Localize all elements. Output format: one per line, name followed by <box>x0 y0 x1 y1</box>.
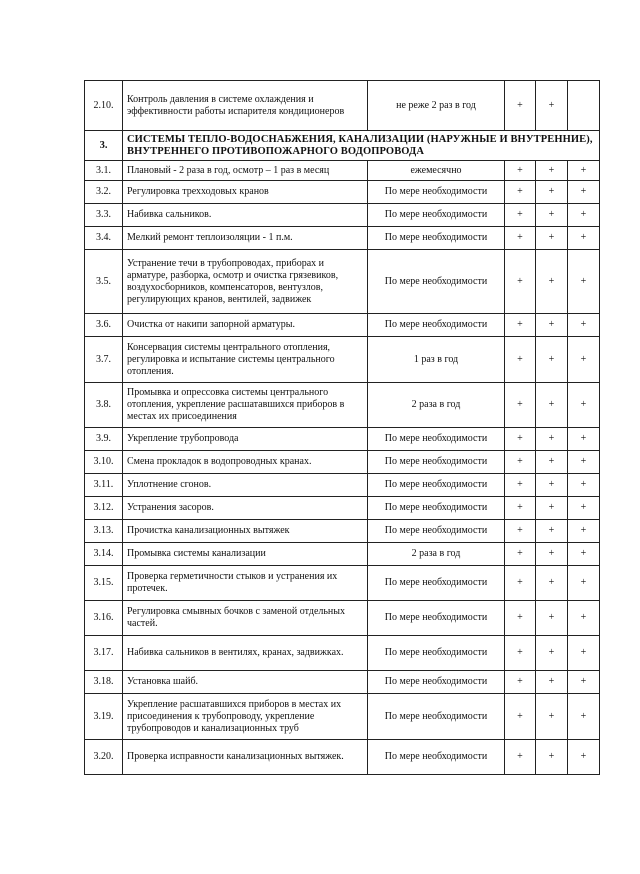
work-frequency: По мере необходимости <box>368 694 505 740</box>
maintenance-table-body <box>85 81 600 775</box>
applicability-mark: + <box>505 497 536 520</box>
work-description: Плановый - 2 раза в год, осмотр – 1 раз в месяц <box>123 161 368 181</box>
applicability-mark: + <box>505 566 536 601</box>
item-number: 3.11. <box>85 474 123 497</box>
table-row <box>85 181 600 204</box>
work-description: Проверка исправности канализационных вытяжек. <box>123 740 368 775</box>
applicability-mark: + <box>505 337 536 383</box>
applicability-mark: + <box>536 497 568 520</box>
item-number: 3.12. <box>85 497 123 520</box>
applicability-mark: + <box>568 601 600 636</box>
applicability-mark: + <box>536 204 568 227</box>
applicability-mark: + <box>568 337 600 383</box>
item-number: 3.6. <box>85 314 123 337</box>
applicability-mark: + <box>568 740 600 775</box>
section-row <box>85 131 600 161</box>
applicability-mark: + <box>505 161 536 181</box>
work-description: Набивка сальников. <box>123 204 368 227</box>
applicability-mark: + <box>536 694 568 740</box>
work-description: Укрепление расшатавшихся приборов в местах их присоединения к трубопроводу, укрепление трубопроводов и канализационных труб <box>123 694 368 740</box>
applicability-mark: + <box>568 694 600 740</box>
item-number: 3.5. <box>85 250 123 314</box>
applicability-mark: + <box>568 497 600 520</box>
applicability-mark: + <box>505 601 536 636</box>
work-description: Смена прокладок в водопроводных кранах. <box>123 451 368 474</box>
applicability-mark: + <box>505 694 536 740</box>
applicability-mark: + <box>505 227 536 250</box>
work-frequency: По мере необходимости <box>368 497 505 520</box>
applicability-mark: + <box>505 314 536 337</box>
applicability-mark: + <box>505 204 536 227</box>
applicability-mark: + <box>568 428 600 451</box>
applicability-mark: + <box>568 204 600 227</box>
work-description: Устранение течи в трубопроводах, приборах и арматуре, разборка, осмотр и очистка грязевиков, воздухосборников, компенсаторов, вентузлов, регулирующих кранов, вентилей, задвижек <box>123 250 368 314</box>
table-row <box>85 740 600 775</box>
applicability-mark: + <box>568 181 600 204</box>
applicability-mark: + <box>568 451 600 474</box>
table-row <box>85 337 600 383</box>
work-description: Промывка и опрессовка системы центрального отопления, укрепление расшатавшихся приборов в местах их присоединения <box>123 383 368 428</box>
work-frequency: По мере необходимости <box>368 740 505 775</box>
table-row <box>85 543 600 566</box>
applicability-mark: + <box>568 671 600 694</box>
applicability-mark: + <box>536 337 568 383</box>
item-number: 3.13. <box>85 520 123 543</box>
work-frequency: По мере необходимости <box>368 520 505 543</box>
item-number: 3.20. <box>85 740 123 775</box>
work-frequency: ежемесячно <box>368 161 505 181</box>
applicability-mark: + <box>568 227 600 250</box>
applicability-mark: + <box>568 520 600 543</box>
work-description: Прочистка канализационных вытяжек <box>123 520 368 543</box>
applicability-mark: + <box>536 543 568 566</box>
item-number: 3.4. <box>85 227 123 250</box>
item-number: 2.10. <box>85 81 123 131</box>
work-frequency: По мере необходимости <box>368 314 505 337</box>
applicability-mark: + <box>568 250 600 314</box>
work-frequency: По мере необходимости <box>368 474 505 497</box>
item-number: 3.17. <box>85 636 123 671</box>
work-frequency: По мере необходимости <box>368 566 505 601</box>
applicability-mark: + <box>505 543 536 566</box>
applicability-mark: + <box>536 451 568 474</box>
work-description: Установка шайб. <box>123 671 368 694</box>
applicability-mark: + <box>568 161 600 181</box>
applicability-mark: + <box>536 636 568 671</box>
work-frequency: не реже 2 раз в год <box>368 81 505 131</box>
applicability-mark: + <box>536 566 568 601</box>
work-frequency: 1 раз в год <box>368 337 505 383</box>
table-row <box>85 227 600 250</box>
applicability-mark: + <box>536 520 568 543</box>
section-title: СИСТЕМЫ ТЕПЛО-ВОДОСНАБЖЕНИЯ, КАНАЛИЗАЦИИ (НАРУЖНЫЕ И ВНУТРЕННИЕ), ВНУТРЕННЕГО ПРОТИВОПОЖАРНОГО ВОДОПРОВОДА <box>123 131 600 161</box>
applicability-mark: + <box>505 451 536 474</box>
work-description: Регулировка смывных бочков с заменой отдельных частей. <box>123 601 368 636</box>
table-row <box>85 250 600 314</box>
applicability-mark: + <box>505 81 536 131</box>
work-frequency: По мере необходимости <box>368 428 505 451</box>
applicability-mark: + <box>505 428 536 451</box>
item-number: 3.14. <box>85 543 123 566</box>
table-row <box>85 520 600 543</box>
work-description: Мелкий ремонт теплоизоляции - 1 п.м. <box>123 227 368 250</box>
applicability-mark: + <box>568 543 600 566</box>
applicability-mark: + <box>505 671 536 694</box>
item-number: 3.1. <box>85 161 123 181</box>
item-number: 3.19. <box>85 694 123 740</box>
applicability-mark: + <box>536 181 568 204</box>
table-row <box>85 636 600 671</box>
applicability-mark: + <box>505 383 536 428</box>
work-description: Набивка сальников в вентилях, кранах, задвижках. <box>123 636 368 671</box>
applicability-mark: + <box>568 314 600 337</box>
table-row <box>85 474 600 497</box>
work-frequency: 2 раза в год <box>368 383 505 428</box>
work-description: Устранения засоров. <box>123 497 368 520</box>
table-row <box>85 383 600 428</box>
applicability-mark: + <box>505 250 536 314</box>
work-description: Укрепление трубопровода <box>123 428 368 451</box>
applicability-mark: + <box>568 566 600 601</box>
applicability-mark: + <box>536 428 568 451</box>
work-description: Очистка от накипи запорной арматуры. <box>123 314 368 337</box>
applicability-mark: + <box>536 740 568 775</box>
work-description: Консервация системы центрального отопления, регулировка и испытание системы центрального отопления. <box>123 337 368 383</box>
work-frequency: 2 раза в год <box>368 543 505 566</box>
item-number: 3.3. <box>85 204 123 227</box>
applicability-mark: + <box>505 474 536 497</box>
work-description: Контроль давления в системе охлаждения и эффективности работы испарителя кондиционеров <box>123 81 368 131</box>
applicability-mark: + <box>505 636 536 671</box>
applicability-mark: + <box>505 740 536 775</box>
work-description: Регулировка трехходовых кранов <box>123 181 368 204</box>
item-number: 3.9. <box>85 428 123 451</box>
table-row <box>85 428 600 451</box>
work-frequency: По мере необходимости <box>368 671 505 694</box>
applicability-mark: + <box>536 671 568 694</box>
table-row <box>85 81 600 131</box>
item-number: 3.18. <box>85 671 123 694</box>
maintenance-table <box>84 80 600 775</box>
work-frequency: По мере необходимости <box>368 636 505 671</box>
item-number: 3.7. <box>85 337 123 383</box>
applicability-mark: + <box>536 314 568 337</box>
applicability-mark: + <box>536 250 568 314</box>
table-row <box>85 671 600 694</box>
work-frequency: По мере необходимости <box>368 451 505 474</box>
work-frequency: По мере необходимости <box>368 204 505 227</box>
applicability-mark: + <box>536 601 568 636</box>
work-description: Уплотнение сгонов. <box>123 474 368 497</box>
work-frequency: По мере необходимости <box>368 250 505 314</box>
table-row <box>85 204 600 227</box>
applicability-mark: + <box>536 383 568 428</box>
table-row <box>85 601 600 636</box>
item-number: 3.15. <box>85 566 123 601</box>
table-row <box>85 314 600 337</box>
work-frequency: По мере необходимости <box>368 227 505 250</box>
applicability-mark: + <box>536 81 568 131</box>
applicability-mark: + <box>536 161 568 181</box>
applicability-mark: + <box>505 181 536 204</box>
item-number: 3.16. <box>85 601 123 636</box>
table-row <box>85 161 600 181</box>
table-row <box>85 497 600 520</box>
item-number: 3.8. <box>85 383 123 428</box>
item-number: 3.10. <box>85 451 123 474</box>
item-number: 3. <box>85 131 123 161</box>
applicability-mark: + <box>536 474 568 497</box>
work-frequency: По мере необходимости <box>368 181 505 204</box>
work-description: Промывка системы канализации <box>123 543 368 566</box>
work-description: Проверка герметичности стыков и устранения их протечек. <box>123 566 368 601</box>
table-row <box>85 694 600 740</box>
item-number: 3.2. <box>85 181 123 204</box>
table-row <box>85 451 600 474</box>
work-frequency: По мере необходимости <box>368 601 505 636</box>
applicability-mark: + <box>568 474 600 497</box>
applicability-mark <box>568 81 600 131</box>
table-row <box>85 566 600 601</box>
applicability-mark: + <box>568 636 600 671</box>
applicability-mark: + <box>536 227 568 250</box>
applicability-mark: + <box>568 383 600 428</box>
applicability-mark: + <box>505 520 536 543</box>
